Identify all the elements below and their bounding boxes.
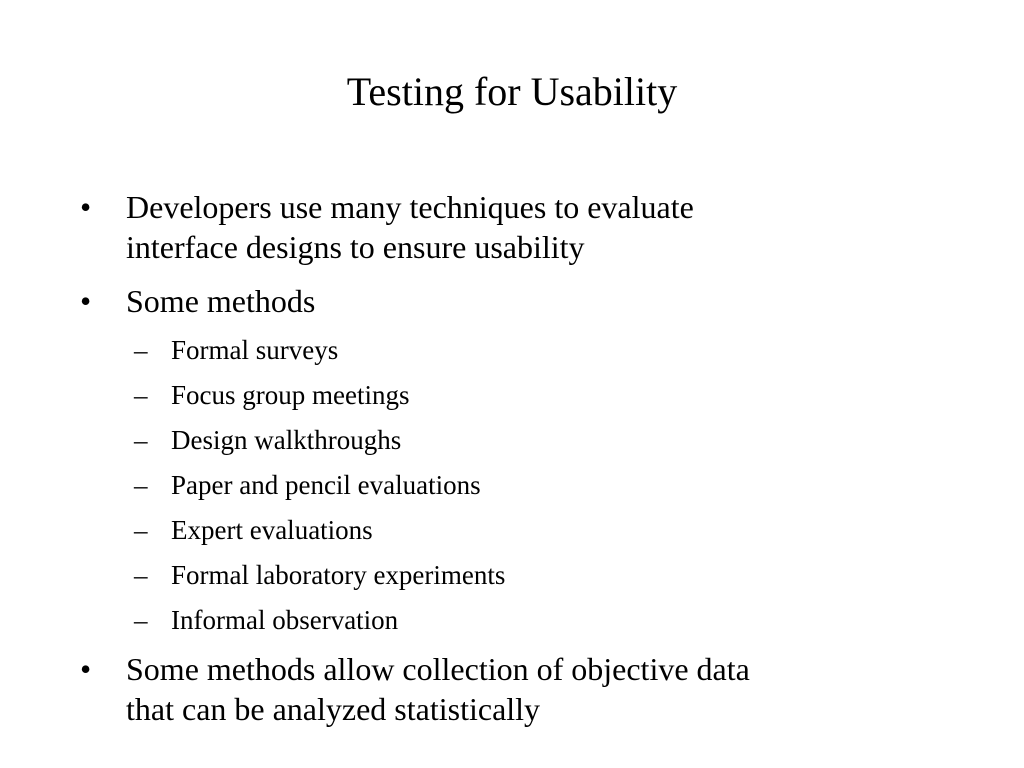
sub-item-text: Informal observation xyxy=(171,605,399,635)
sub-item xyxy=(134,513,934,547)
sub-item-dash: – xyxy=(134,560,148,590)
sub-item xyxy=(134,558,934,592)
sub-item-dash: – xyxy=(134,515,148,545)
bullet-text xyxy=(126,281,960,321)
bullet-item xyxy=(80,187,960,267)
bullet-line: Developers use many techniques to evaluate xyxy=(126,189,694,225)
bullet-text xyxy=(126,187,960,267)
bullet-marker: • xyxy=(80,283,92,319)
bullet-line: Some methods allow collection of objective data xyxy=(126,651,750,687)
bullet-item xyxy=(80,649,960,729)
sub-item xyxy=(134,423,934,457)
bullet-item xyxy=(80,281,960,321)
sub-item-dash: – xyxy=(134,380,148,410)
bullet-line: that can be analyzed statistically xyxy=(126,691,541,727)
sub-item xyxy=(134,378,934,412)
sub-item-dash: – xyxy=(134,605,148,635)
sub-item-dash: – xyxy=(134,335,148,365)
sub-item-text: Paper and pencil evaluations xyxy=(171,470,481,500)
sub-item xyxy=(134,333,934,367)
sub-item-dash: – xyxy=(134,470,148,500)
sub-item-dash: – xyxy=(134,425,148,455)
bullet-line: Some methods xyxy=(126,283,316,319)
sub-item-text: Formal laboratory experiments xyxy=(171,560,506,590)
sub-item xyxy=(134,468,934,502)
bullet-marker: • xyxy=(80,651,92,687)
sub-item-text: Design walkthroughs xyxy=(171,425,402,455)
sub-item xyxy=(134,603,934,637)
sub-item-text: Expert evaluations xyxy=(171,515,373,545)
slide-title: Testing for Usability xyxy=(346,69,678,114)
bullet-marker: • xyxy=(80,189,92,225)
sub-item-text: Focus group meetings xyxy=(171,380,410,410)
sub-item-text: Formal surveys xyxy=(171,335,339,365)
bullet-text xyxy=(126,649,960,729)
bullet-line: interface designs to ensure usability xyxy=(126,229,585,265)
